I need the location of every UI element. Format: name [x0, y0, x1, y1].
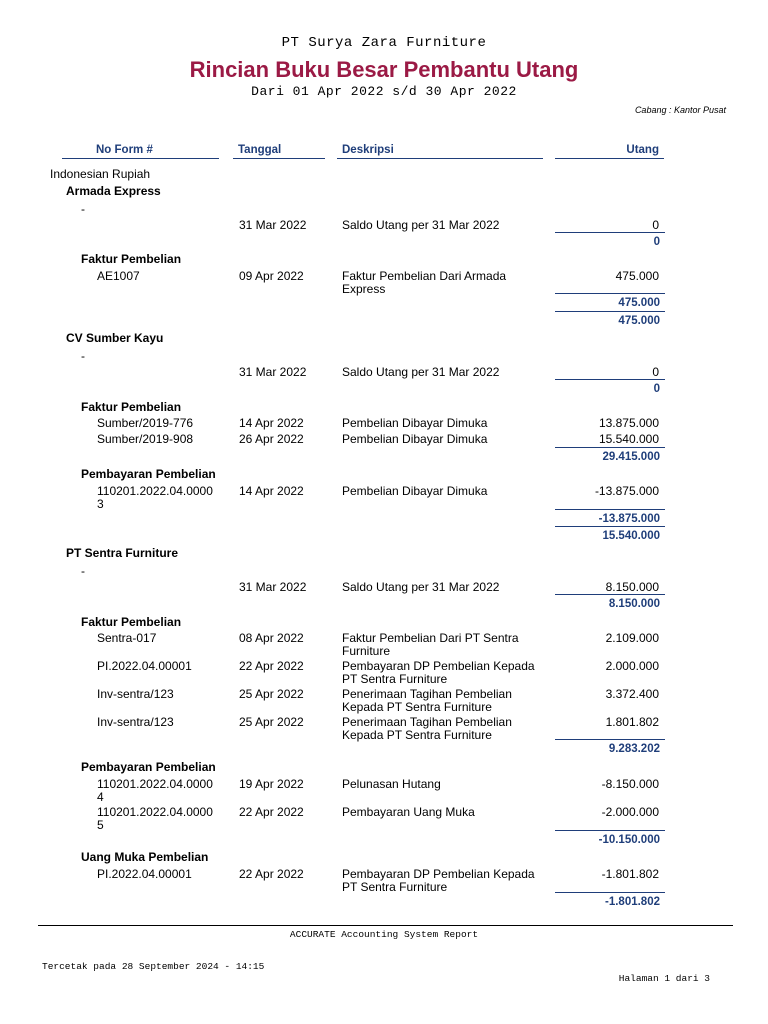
entry-description: Pembelian Dibayar Dimuka — [342, 416, 488, 430]
subtotal-amount: 0 — [653, 236, 660, 248]
entry-amount: 8.150.000 — [605, 580, 659, 594]
entry-form-number: Inv-sentra/123 — [97, 715, 174, 729]
subtotal-amount: 0 — [653, 383, 660, 395]
entry-date: 22 Apr 2022 — [239, 805, 304, 819]
entry-description: Pelunasan Hutang — [342, 777, 441, 791]
entry-description: Saldo Utang per 31 Mar 2022 — [342, 580, 500, 594]
vendor-dash: - — [81, 349, 85, 363]
entry-description: Pembelian Dibayar Dimuka — [342, 432, 488, 446]
entry-date: 31 Mar 2022 — [239, 365, 307, 379]
entry-date: 19 Apr 2022 — [239, 777, 304, 791]
entry-date: 09 Apr 2022 — [239, 269, 304, 283]
entry-description: Faktur Pembelian Dari Armada Express — [342, 269, 507, 296]
subtotal-rule — [555, 739, 665, 740]
entry-description: Penerimaan Tagihan Pembelian Kepada PT Sentra Furniture — [342, 715, 512, 742]
entry-date: 26 Apr 2022 — [239, 432, 304, 446]
subtotal-amount: 15.540.000 — [602, 530, 660, 542]
report-period: Dari 01 Apr 2022 s/d 30 Apr 2022 — [251, 84, 517, 99]
entry-date: 22 Apr 2022 — [239, 867, 304, 881]
transaction-group-heading: Faktur Pembelian — [81, 615, 182, 629]
entry-amount: 0 — [652, 218, 659, 232]
entry-description: Penerimaan Tagihan Pembelian Kepada PT Sentra Furniture — [342, 687, 512, 714]
currency-heading: Indonesian Rupiah — [50, 167, 151, 181]
subtotal-amount: -1.801.802 — [605, 896, 660, 908]
entry-date: 31 Mar 2022 — [239, 218, 307, 232]
transaction-group-heading: Uang Muka Pembelian — [81, 850, 209, 864]
entry-amount: 15.540.000 — [598, 432, 659, 446]
subtotal-amount: 8.150.000 — [608, 598, 660, 610]
entry-form-number: 110201.2022.04.0000 5 — [97, 805, 213, 832]
subtotal-amount: -13.875.000 — [598, 513, 660, 525]
transaction-group-heading: Pembayaran Pembelian — [81, 467, 216, 481]
page-number: Halaman 1 dari 3 — [618, 973, 710, 984]
vendor-dash: - — [81, 202, 85, 216]
entry-date: 31 Mar 2022 — [239, 580, 307, 594]
subtotal-rule — [555, 526, 665, 527]
entry-form-number: AE1007 — [97, 269, 140, 283]
entry-form-number: Inv-sentra/123 — [97, 687, 174, 701]
subtotal-rule — [555, 509, 665, 510]
entry-amount: -8.150.000 — [601, 777, 659, 791]
entry-amount: -1.801.802 — [601, 867, 659, 881]
subtotal-rule — [555, 830, 665, 831]
entry-form-number: PI.2022.04.00001 — [97, 867, 192, 881]
entry-amount: -2.000.000 — [601, 805, 659, 819]
footer-system-label: ACCURATE Accounting System Report — [289, 929, 479, 940]
vendor-dash: - — [81, 564, 85, 578]
entry-amount: 2.000.000 — [605, 659, 659, 673]
entry-form-number: 110201.2022.04.0000 4 — [97, 777, 213, 804]
entry-form-number: Sentra-017 — [97, 631, 157, 645]
column-header-tanggal: Tanggal — [233, 144, 325, 159]
entry-description: Saldo Utang per 31 Mar 2022 — [342, 218, 500, 232]
entry-date: 25 Apr 2022 — [239, 687, 304, 701]
entry-form-number: Sumber/2019-908 — [97, 432, 194, 446]
transaction-group-heading: Pembayaran Pembelian — [81, 760, 216, 774]
entry-amount: 475.000 — [615, 269, 659, 283]
subtotal-rule — [555, 232, 665, 233]
subtotal-amount: 29.415.000 — [602, 451, 660, 463]
entry-form-number: PI.2022.04.00001 — [97, 659, 192, 673]
footer-divider — [38, 925, 733, 926]
subtotal-amount: -10.150.000 — [598, 834, 660, 846]
entry-date: 22 Apr 2022 — [239, 659, 304, 673]
entry-amount: 2.109.000 — [605, 631, 659, 645]
entry-amount: 3.372.400 — [605, 687, 659, 701]
subtotal-rule — [555, 379, 665, 380]
entry-amount: 13.875.000 — [598, 416, 659, 430]
entry-description: Faktur Pembelian Dari PT Sentra Furniture — [342, 631, 519, 658]
entry-date: 25 Apr 2022 — [239, 715, 304, 729]
entry-amount: -13.875.000 — [594, 484, 659, 498]
entry-description: Pembayaran DP Pembelian Kepada PT Sentra Furniture — [342, 867, 535, 894]
transaction-group-heading: Faktur Pembelian — [81, 400, 182, 414]
vendor-heading: CV Sumber Kayu — [66, 331, 164, 345]
entry-form-number: Sumber/2019-776 — [97, 416, 194, 430]
entry-description: Pembayaran DP Pembelian Kepada PT Sentra Furniture — [342, 659, 535, 686]
printed-timestamp: Tercetak pada 28 September 2024 - 14:15 — [42, 961, 265, 972]
transaction-group-heading: Faktur Pembelian — [81, 252, 182, 266]
subtotal-amount: 475.000 — [618, 297, 660, 309]
entry-date: 08 Apr 2022 — [239, 631, 304, 645]
subtotal-amount: 9.283.202 — [608, 743, 660, 755]
company-name: PT Surya Zara Furniture — [281, 35, 487, 51]
entry-description: Pembelian Dibayar Dimuka — [342, 484, 488, 498]
vendor-heading: Armada Express — [66, 184, 161, 198]
entry-amount: 0 — [652, 365, 659, 379]
subtotal-rule — [555, 594, 665, 595]
subtotal-rule — [555, 293, 665, 294]
column-header-no-form: No Form # — [62, 144, 219, 159]
vendor-heading: PT Sentra Furniture — [66, 546, 179, 560]
entry-date: 14 Apr 2022 — [239, 416, 304, 430]
entry-description: Pembayaran Uang Muka — [342, 805, 475, 819]
entry-description: Saldo Utang per 31 Mar 2022 — [342, 365, 500, 379]
subtotal-rule — [555, 892, 665, 893]
entry-form-number: 110201.2022.04.0000 3 — [97, 484, 213, 511]
branch-label: Cabang : Kantor Pusat — [634, 105, 726, 115]
entry-date: 14 Apr 2022 — [239, 484, 304, 498]
entry-amount: 1.801.802 — [605, 715, 659, 729]
column-header-utang: Utang — [555, 144, 664, 159]
subtotal-rule — [555, 447, 665, 448]
column-header-deskripsi: Deskripsi — [337, 144, 543, 159]
report-title: Rincian Buku Besar Pembantu Utang — [189, 57, 579, 82]
subtotal-amount: 475.000 — [618, 315, 660, 327]
subtotal-rule — [555, 311, 665, 312]
